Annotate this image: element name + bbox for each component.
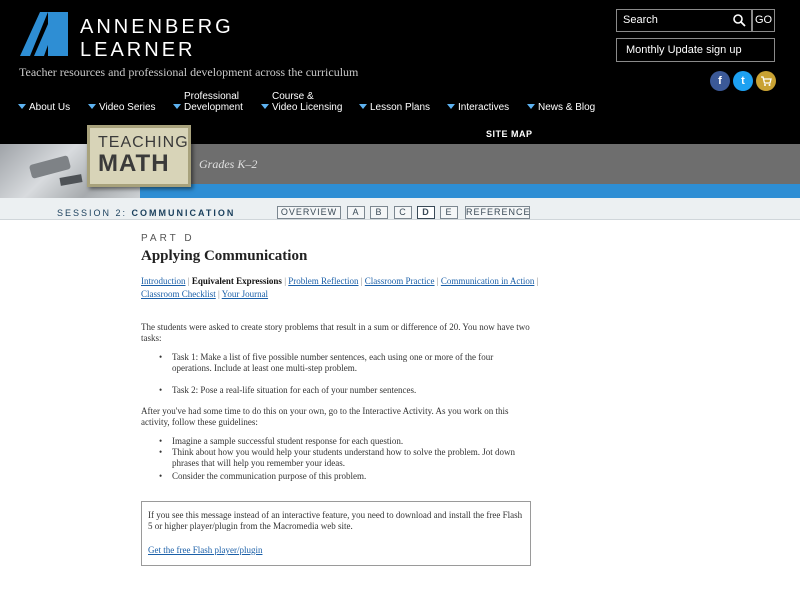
- logo-text-learner[interactable]: LEARNER: [80, 39, 196, 61]
- chevron-down-icon: [527, 104, 535, 109]
- annenberg-logo-icon[interactable]: [18, 10, 70, 58]
- search-icon[interactable]: [732, 13, 746, 27]
- intro-paragraph: The students were asked to create story problems that result in a sum or difference of 20. You now have two tasks:: [141, 322, 530, 343]
- chevron-down-icon: [359, 104, 367, 109]
- chevron-down-icon: [18, 104, 26, 109]
- nav-course-line1: Course &: [272, 91, 314, 102]
- nav-lesson-plans[interactable]: Lesson Plans: [370, 102, 431, 113]
- cart-glyph-icon: [756, 71, 776, 91]
- tab-part-a[interactable]: A: [347, 206, 365, 219]
- subnav-communication-in-action[interactable]: Communication in Action: [440, 276, 535, 286]
- guidelines-paragraph: After you've had some time to do this on your own, go to the Interactive Activity. As you work on this activity, follow these guidelines:: [141, 406, 509, 427]
- subnav-introduction[interactable]: Introduction: [141, 276, 186, 286]
- subnav-separator: |: [281, 276, 289, 286]
- cart-icon[interactable]: [756, 71, 776, 91]
- subnav-separator: |: [358, 276, 365, 286]
- nav-pd-line1: Professional: [184, 91, 240, 102]
- tab-reference[interactable]: REFERENCE: [466, 207, 531, 217]
- twitter-icon[interactable]: t: [733, 71, 753, 91]
- get-flash-player-link[interactable]: Get the free Flash player/plugin: [148, 545, 263, 555]
- nav-professional-development[interactable]: [184, 91, 243, 113]
- session-number: SESSION 2:: [57, 208, 132, 218]
- chevron-down-icon: [261, 104, 269, 109]
- nav-about-us[interactable]: About Us: [29, 102, 71, 113]
- nav-news-blog[interactable]: News & Blog: [538, 102, 596, 113]
- site-tagline: Teacher resources and professional development across the curriculum: [19, 65, 359, 79]
- guideline-item: • Think about how you would help your students understand how to solve the problem. Jot down phrases that will help you remember your ideas.: [172, 447, 532, 469]
- part-label: PART D: [141, 233, 195, 244]
- monthly-update-signup-button[interactable]: Monthly Update sign up: [616, 38, 775, 62]
- tab-part-b[interactable]: B: [370, 206, 388, 219]
- site-map-link[interactable]: SITE MAP: [486, 129, 533, 139]
- teaching-math-logo[interactable]: [87, 125, 191, 187]
- subnav-separator: |: [434, 276, 441, 286]
- teaching-label: TEACHING: [98, 134, 189, 151]
- session-title: [57, 208, 235, 218]
- search-go-button[interactable]: GO: [752, 9, 775, 32]
- chevron-down-icon: [88, 104, 96, 109]
- subnav-separator: |: [185, 276, 192, 286]
- logo-text-annenberg[interactable]: ANNENBERG: [80, 16, 234, 38]
- part-subnav: [141, 275, 541, 301]
- page-title: Applying Communication: [141, 248, 308, 264]
- tab-part-d[interactable]: D: [417, 206, 435, 219]
- banner-blue-band: [140, 184, 800, 198]
- nav-course-licensing[interactable]: [272, 91, 342, 113]
- grades-label: Grades K–2: [199, 157, 258, 171]
- task-1-item: • Task 1: Make a list of five possible number sentences, each using one or more of the four operations. Include at least one multi-step problem.: [172, 352, 532, 374]
- nav-interactives[interactable]: Interactives: [458, 102, 510, 113]
- chevron-down-icon: [447, 104, 455, 109]
- facebook-icon[interactable]: f: [710, 71, 730, 91]
- search-input[interactable]: Search: [616, 9, 752, 32]
- subnav-separator: |: [534, 276, 539, 286]
- tab-overview[interactable]: OVERVIEW: [277, 206, 341, 219]
- flash-notice-text: If you see this message instead of an interactive feature, you need to download and install the free Flash 5 or higher player/plugin from the Macromedia web site.: [148, 510, 523, 531]
- tab-part-e[interactable]: E: [440, 206, 458, 219]
- guideline-item: • Consider the communication purpose of this problem.: [172, 471, 532, 482]
- session-name: COMMUNICATION: [131, 208, 236, 218]
- subnav-classroom-checklist[interactable]: Classroom Checklist: [141, 289, 216, 299]
- subnav-problem-reflection[interactable]: Problem Reflection: [288, 276, 359, 286]
- subnav-classroom-practice[interactable]: Classroom Practice: [364, 276, 435, 286]
- subnav-equivalent-expressions: Equivalent Expressions: [191, 276, 282, 286]
- nav-pd-line2: Development: [184, 102, 243, 113]
- subnav-separator: |: [215, 289, 222, 299]
- math-label: MATH: [98, 150, 170, 177]
- task-2-item: • Task 2: Pose a real-life situation for each of your number sentences.: [172, 385, 532, 396]
- chevron-down-icon: [173, 104, 181, 109]
- guideline-item: • Imagine a sample successful student response for each question.: [172, 436, 532, 447]
- nav-video-series[interactable]: Video Series: [99, 102, 156, 113]
- nav-course-line2: Video Licensing: [272, 102, 343, 113]
- tab-part-c[interactable]: C: [394, 206, 412, 219]
- subnav-your-journal[interactable]: Your Journal: [221, 289, 269, 299]
